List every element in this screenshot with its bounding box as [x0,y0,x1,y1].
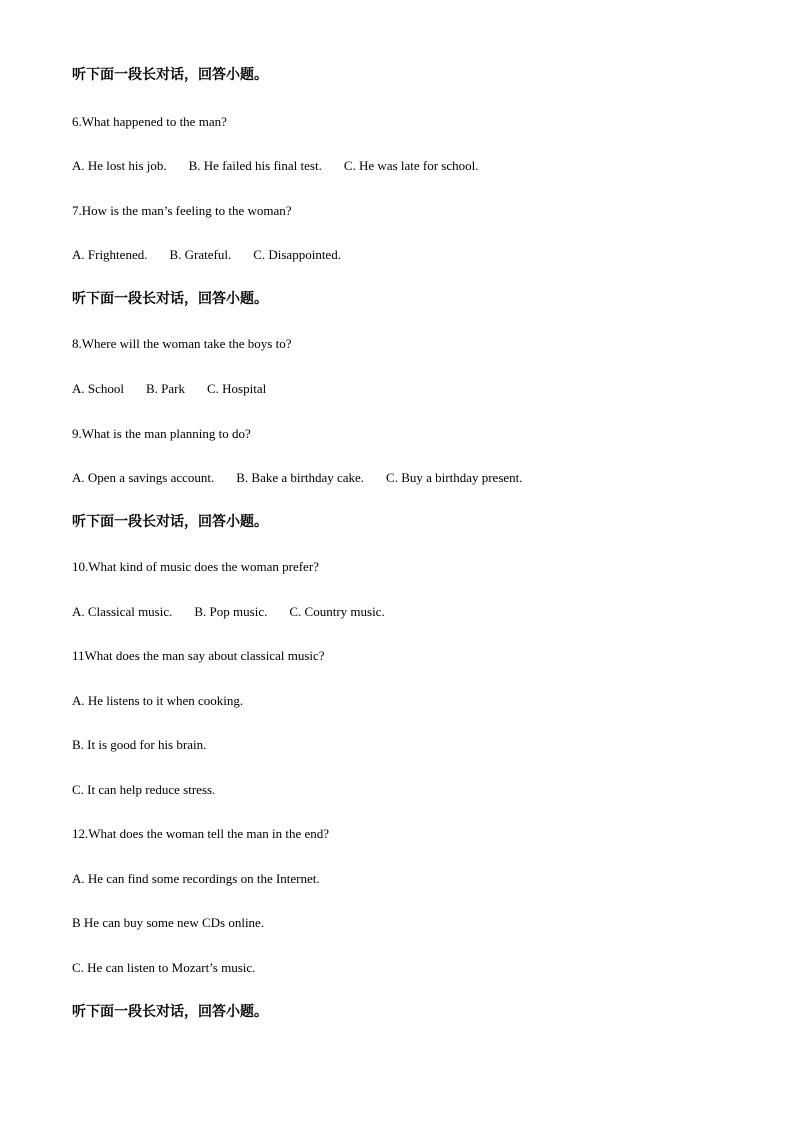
question-stem: 12.What does the woman tell the man in the end? [72,826,330,841]
options-row [72,604,385,620]
options-row [72,247,341,263]
option-c: C. Disappointed. [253,247,341,262]
option-c: C. It can help reduce stress. [72,782,216,797]
question-stem: 8.Where will the woman take the boys to? [72,336,292,351]
option-a: A. He lost his job. [72,158,167,173]
option-a: A. He can find some recordings on the Internet. [72,871,320,886]
question-stem: 6.What happened to the man? [72,114,227,129]
option-a: A. Open a savings account. [72,470,215,485]
option-c: C. He can listen to Mozart’s music. [72,960,256,975]
question-stem: 10.What kind of music does the woman prefer? [72,559,319,574]
section-heading: 听下面一段长对话，回答小题。 [72,1004,268,1020]
section-heading: 听下面一段长对话，回答小题。 [72,514,268,530]
question-stem: 9.What is the man planning to do? [72,426,251,441]
options-row [72,381,266,397]
option-c: C. Hospital [207,381,267,396]
options-row [72,158,479,174]
section-heading: 听下面一段长对话，回答小题。 [72,291,268,307]
question-stem: 7.How is the man’s feeling to the woman? [72,203,292,218]
option-b: B. Grateful. [169,247,232,262]
option-b: B He can buy some new CDs online. [72,915,265,930]
option-a: A. School [72,381,124,396]
option-b: B. He failed his final test. [188,158,322,173]
question-stem: 11What does the man say about classical music? [72,648,325,663]
option-c: C. Country music. [289,604,385,619]
option-a: A. Frightened. [72,247,148,262]
option-a: A. He listens to it when cooking. [72,693,244,708]
section-heading: 听下面一段长对话，回答小题。 [72,67,268,83]
option-b: B. Pop music. [194,604,268,619]
options-row [72,470,523,486]
option-a: A. Classical music. [72,604,173,619]
option-b: B. Park [146,381,185,396]
option-b: B. It is good for his brain. [72,737,207,752]
option-b: B. Bake a birthday cake. [236,470,365,485]
option-c: C. Buy a birthday present. [386,470,523,485]
option-c: C. He was late for school. [343,158,479,173]
